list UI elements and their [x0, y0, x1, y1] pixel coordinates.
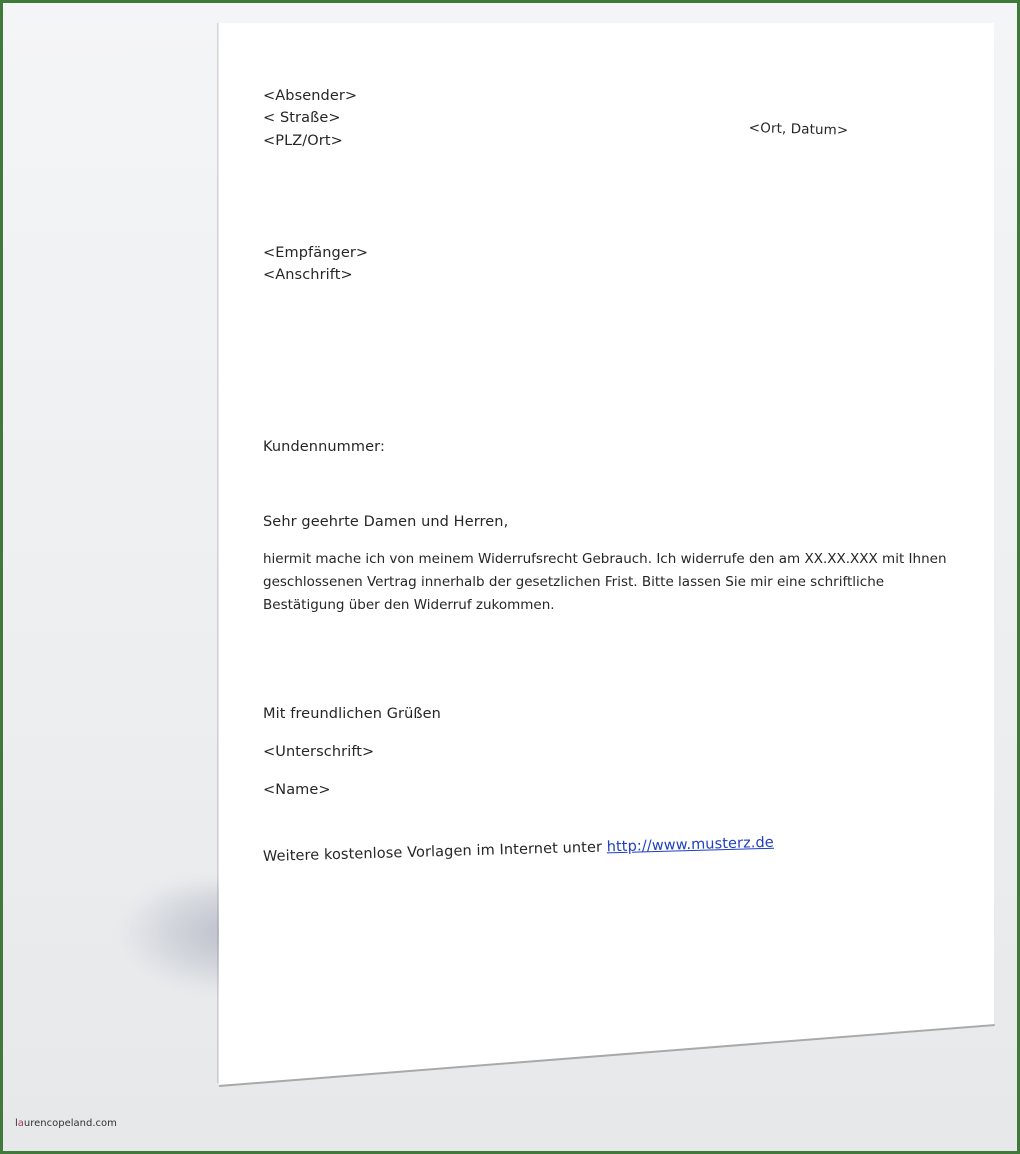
name-placeholder: <Name>: [263, 782, 331, 798]
footer-link[interactable]: http://www.musterz.de: [606, 834, 775, 856]
recipient-line-2: <Anschrift>: [263, 267, 353, 283]
recipient-line-1: <Empfänger>: [263, 245, 369, 261]
signature-placeholder: <Unterschrift>: [263, 744, 375, 760]
body-line-3: Bestätigung über den Widerruf zukommen.: [263, 597, 555, 613]
closing: Mit freundlichen Grüßen: [263, 706, 441, 722]
watermark: [15, 1118, 117, 1129]
sender-line-2: < Straße>: [263, 110, 341, 126]
sender-line-1: <Absender>: [263, 88, 358, 104]
paper-left-edge: [217, 23, 219, 1083]
watermark-prefix: l: [15, 1118, 18, 1129]
sender-line-3: <PLZ/Ort>: [263, 133, 343, 149]
watermark-rest: urencopeland.com: [23, 1118, 117, 1129]
salutation: Sehr geehrte Damen und Herren,: [263, 514, 509, 530]
letter-body: [263, 548, 953, 617]
place-date: <Ort, Datum>: [748, 120, 849, 139]
body-line-1: hiermit mache ich von meinem Widerrufsrecht Gebrauch. Ich widerrufe den am XX.XX.XXX mit Ihnen: [263, 551, 947, 567]
customer-number-label: Kundennummer:: [263, 439, 385, 455]
footer-text: Weitere kostenlose Vorlagen im Internet unter: [262, 839, 607, 865]
body-line-2: geschlossenen Vertrag innerhalb der gesetzlichen Frist. Bitte lassen Sie mir eine schriftliche: [263, 574, 885, 590]
watermark-accent: a: [17, 1118, 24, 1129]
